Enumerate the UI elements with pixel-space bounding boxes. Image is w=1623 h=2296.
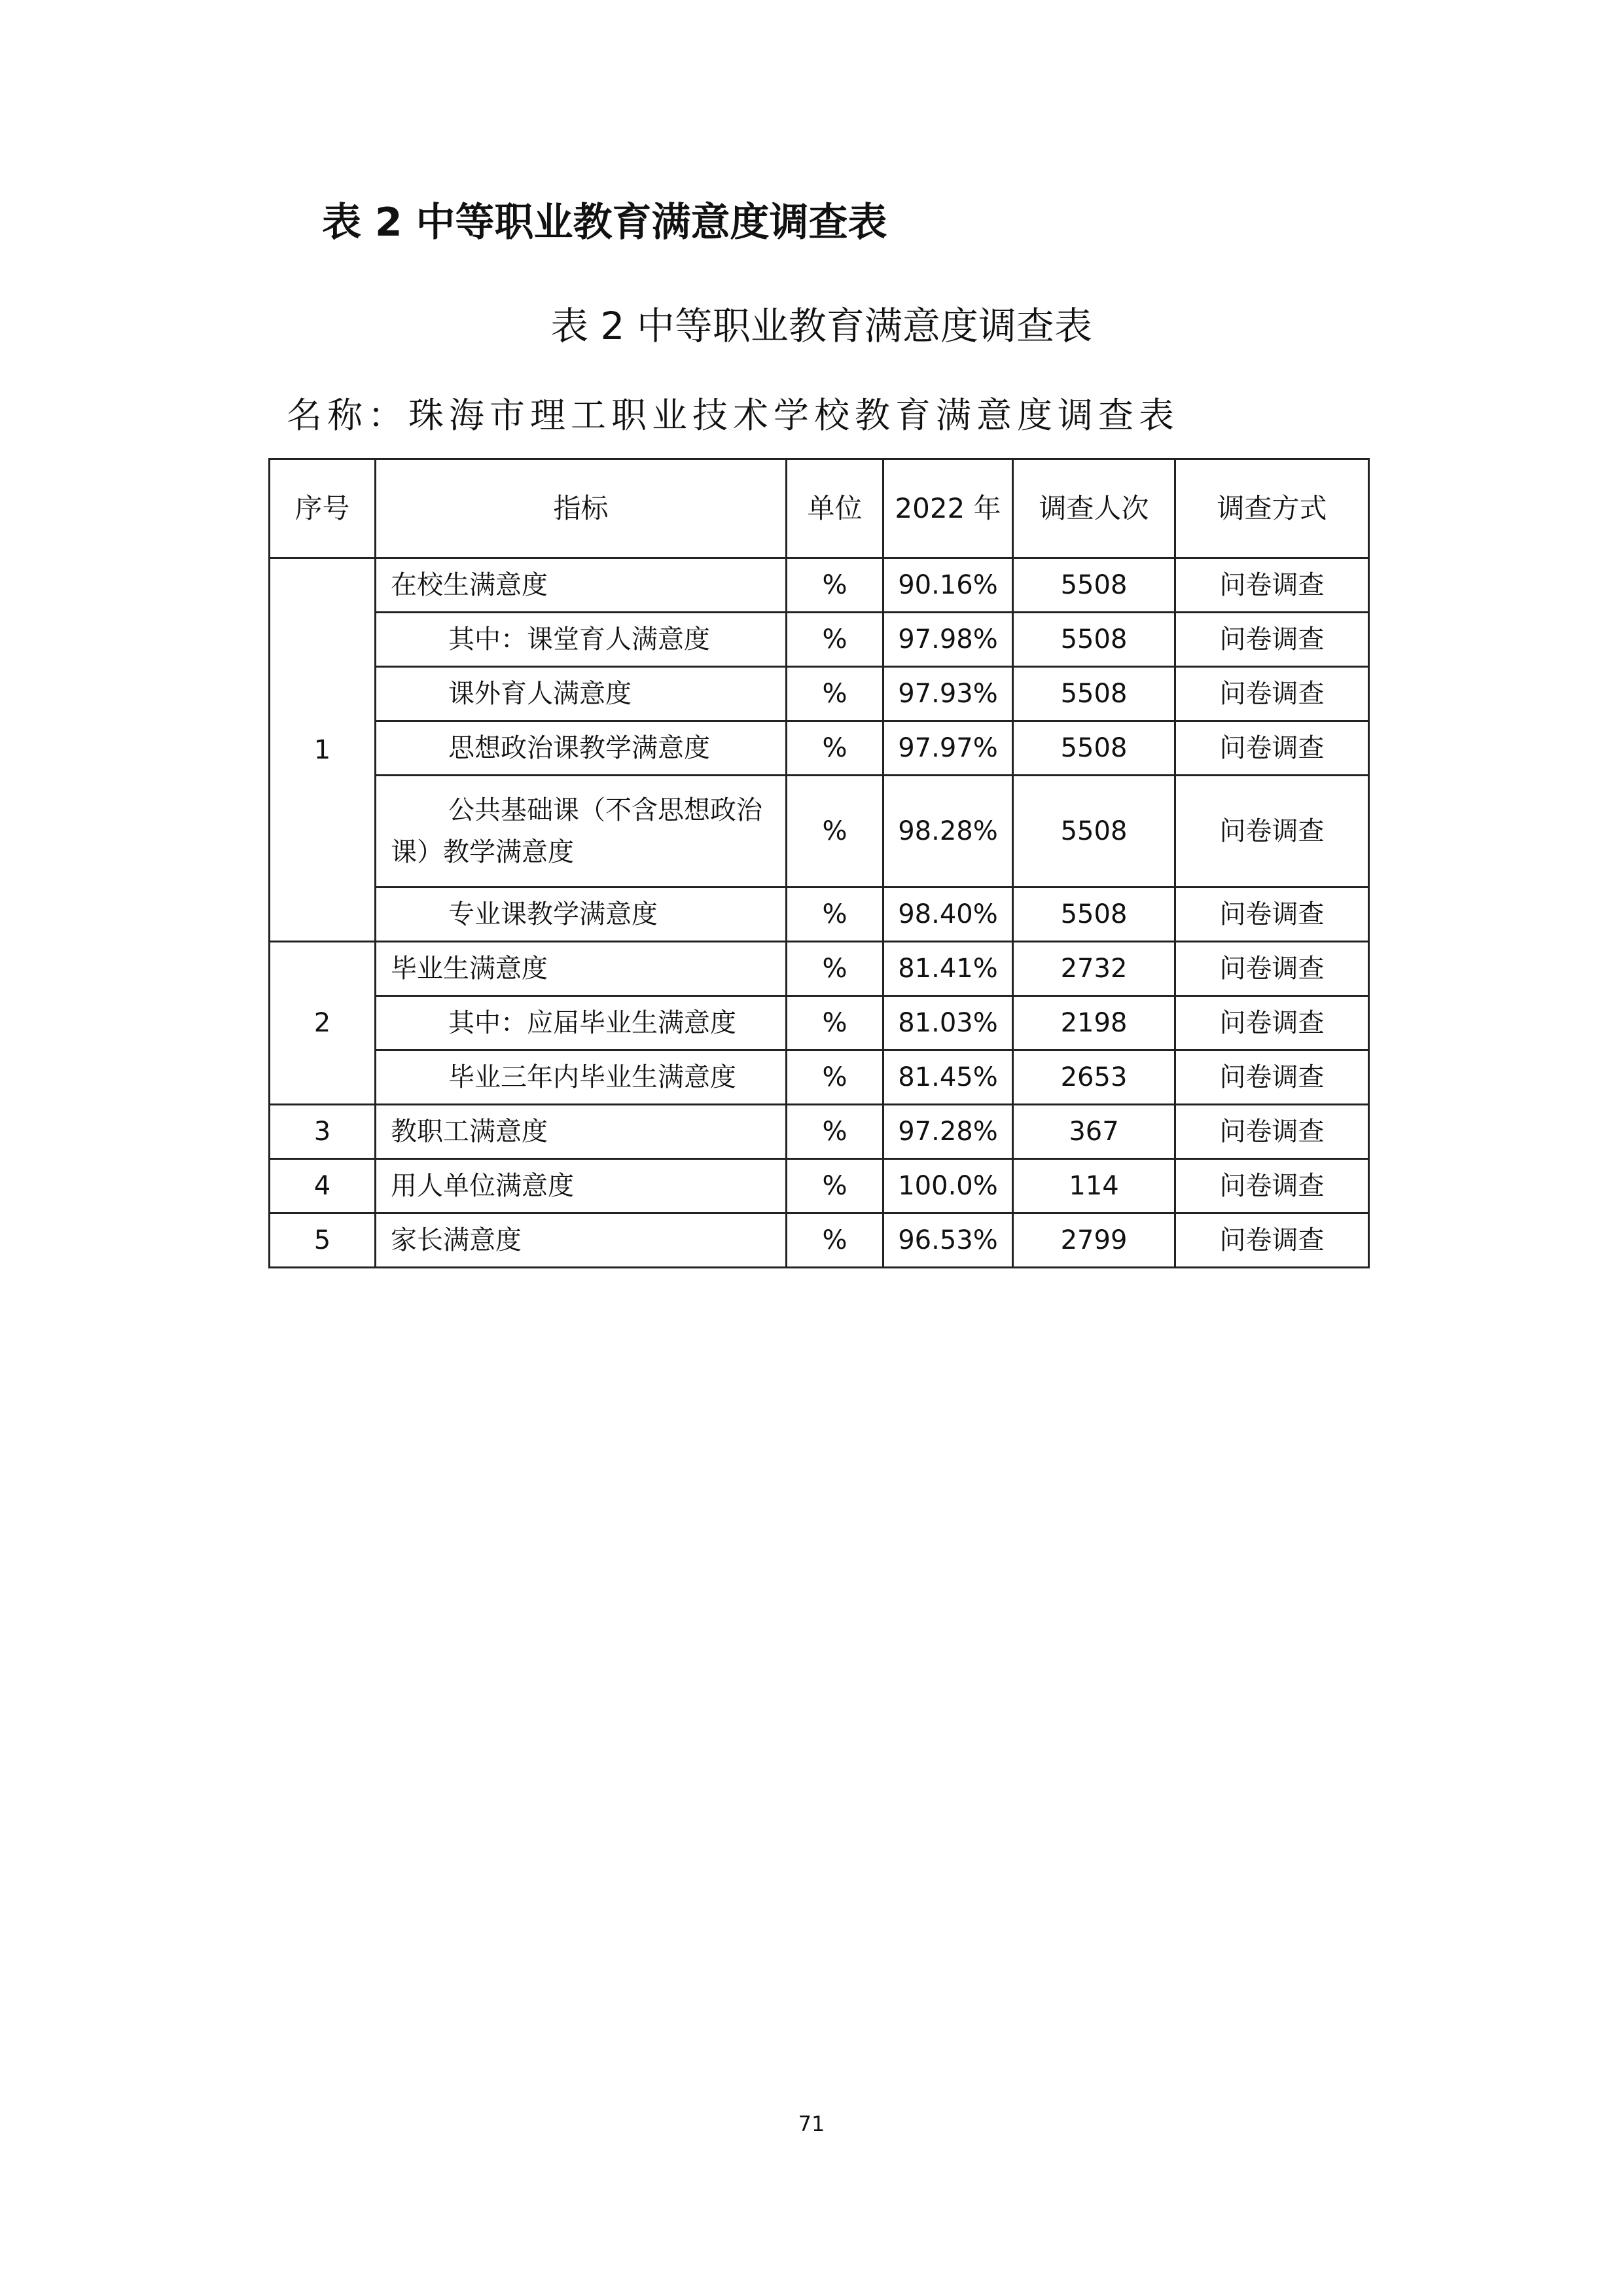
method-cell: 问卷调查 — [1175, 776, 1369, 888]
value-cell: 97.93% — [883, 667, 1013, 721]
method-cell: 问卷调查 — [1175, 888, 1369, 942]
unit-cell: % — [787, 1050, 883, 1105]
table-row — [270, 996, 1369, 1050]
indicator-cell: 家长满意度 — [376, 1213, 787, 1268]
unit-cell: % — [787, 667, 883, 721]
seq-cell: 5 — [270, 1213, 376, 1268]
count-cell: 5508 — [1013, 776, 1175, 888]
indicator-cell: 毕业三年内毕业生满意度 — [376, 1050, 787, 1105]
unit-cell: % — [787, 996, 883, 1050]
header-indicator: 指标 — [376, 459, 787, 558]
table-caption: 表 2 中等职业教育满意度调查表 — [550, 304, 1092, 348]
indicator-cell: 在校生满意度 — [376, 558, 787, 613]
value-cell: 100.0% — [883, 1159, 1013, 1213]
header-method: 调查方式 — [1175, 459, 1369, 558]
count-cell: 2653 — [1013, 1050, 1175, 1105]
unit-cell: % — [787, 613, 883, 667]
seq-cell: 4 — [270, 1159, 376, 1213]
count-cell: 114 — [1013, 1159, 1175, 1213]
count-cell: 367 — [1013, 1105, 1175, 1159]
indicator-cell: 其中：课堂育人满意度 — [376, 613, 787, 667]
seq-cell: 3 — [270, 1105, 376, 1159]
method-cell: 问卷调查 — [1175, 1105, 1369, 1159]
value-cell: 81.03% — [883, 996, 1013, 1050]
count-cell: 5508 — [1013, 558, 1175, 613]
count-cell: 5508 — [1013, 613, 1175, 667]
header-year: 2022 年 — [883, 459, 1013, 558]
indicator-cell: 思想政治课教学满意度 — [376, 721, 787, 776]
indicator-cell: 公共基础课（不含思想政治课）教学满意度 — [376, 776, 787, 888]
method-cell: 问卷调查 — [1175, 613, 1369, 667]
unit-cell: % — [787, 942, 883, 996]
value-cell: 97.98% — [883, 613, 1013, 667]
page-number: 71 — [798, 2111, 825, 2136]
unit-cell: % — [787, 1213, 883, 1268]
value-cell: 98.40% — [883, 888, 1013, 942]
table-row — [270, 776, 1369, 888]
value-cell: 98.28% — [883, 776, 1013, 888]
method-cell: 问卷调查 — [1175, 667, 1369, 721]
count-cell: 2732 — [1013, 942, 1175, 996]
indicator-cell: 毕业生满意度 — [376, 942, 787, 996]
unit-cell: % — [787, 776, 883, 888]
table-row — [270, 667, 1369, 721]
table-row — [270, 558, 1369, 613]
table-row — [270, 613, 1369, 667]
header-seq: 序号 — [270, 459, 376, 558]
method-cell: 问卷调查 — [1175, 721, 1369, 776]
table-name-line: 名称：珠海市理工职业技术学校教育满意度调查表 — [287, 395, 1179, 436]
unit-cell: % — [787, 888, 883, 942]
indicator-cell: 其中：应届毕业生满意度 — [376, 996, 787, 1050]
count-cell: 2799 — [1013, 1213, 1175, 1268]
method-cell: 问卷调查 — [1175, 1159, 1369, 1213]
indicator-cell: 用人单位满意度 — [376, 1159, 787, 1213]
table-header-row — [270, 459, 1369, 558]
count-cell: 5508 — [1013, 667, 1175, 721]
count-cell: 5508 — [1013, 721, 1175, 776]
method-cell: 问卷调查 — [1175, 558, 1369, 613]
count-cell: 5508 — [1013, 888, 1175, 942]
table-row — [270, 1159, 1369, 1213]
indicator-cell: 教职工满意度 — [376, 1105, 787, 1159]
table-row — [270, 942, 1369, 996]
table-row — [270, 1105, 1369, 1159]
table-row — [270, 1213, 1369, 1268]
value-cell: 97.28% — [883, 1105, 1013, 1159]
unit-cell: % — [787, 1159, 883, 1213]
value-cell: 90.16% — [883, 558, 1013, 613]
value-cell: 81.41% — [883, 942, 1013, 996]
method-cell: 问卷调查 — [1175, 942, 1369, 996]
unit-cell: % — [787, 721, 883, 776]
table-row — [270, 721, 1369, 776]
method-cell: 问卷调查 — [1175, 1050, 1369, 1105]
section-heading: 表 2 中等职业教育满意度调查表 — [322, 200, 887, 245]
value-cell: 97.97% — [883, 721, 1013, 776]
seq-cell: 2 — [270, 942, 376, 1105]
unit-cell: % — [787, 1105, 883, 1159]
table-row — [270, 888, 1369, 942]
header-unit: 单位 — [787, 459, 883, 558]
value-cell: 96.53% — [883, 1213, 1013, 1268]
count-cell: 2198 — [1013, 996, 1175, 1050]
method-cell: 问卷调查 — [1175, 996, 1369, 1050]
header-count: 调查人次 — [1013, 459, 1175, 558]
satisfaction-survey-table — [268, 458, 1370, 1268]
value-cell: 81.45% — [883, 1050, 1013, 1105]
method-cell: 问卷调查 — [1175, 1213, 1369, 1268]
table-row — [270, 1050, 1369, 1105]
indicator-cell: 专业课教学满意度 — [376, 888, 787, 942]
unit-cell: % — [787, 558, 883, 613]
seq-cell: 1 — [270, 558, 376, 942]
indicator-cell: 课外育人满意度 — [376, 667, 787, 721]
